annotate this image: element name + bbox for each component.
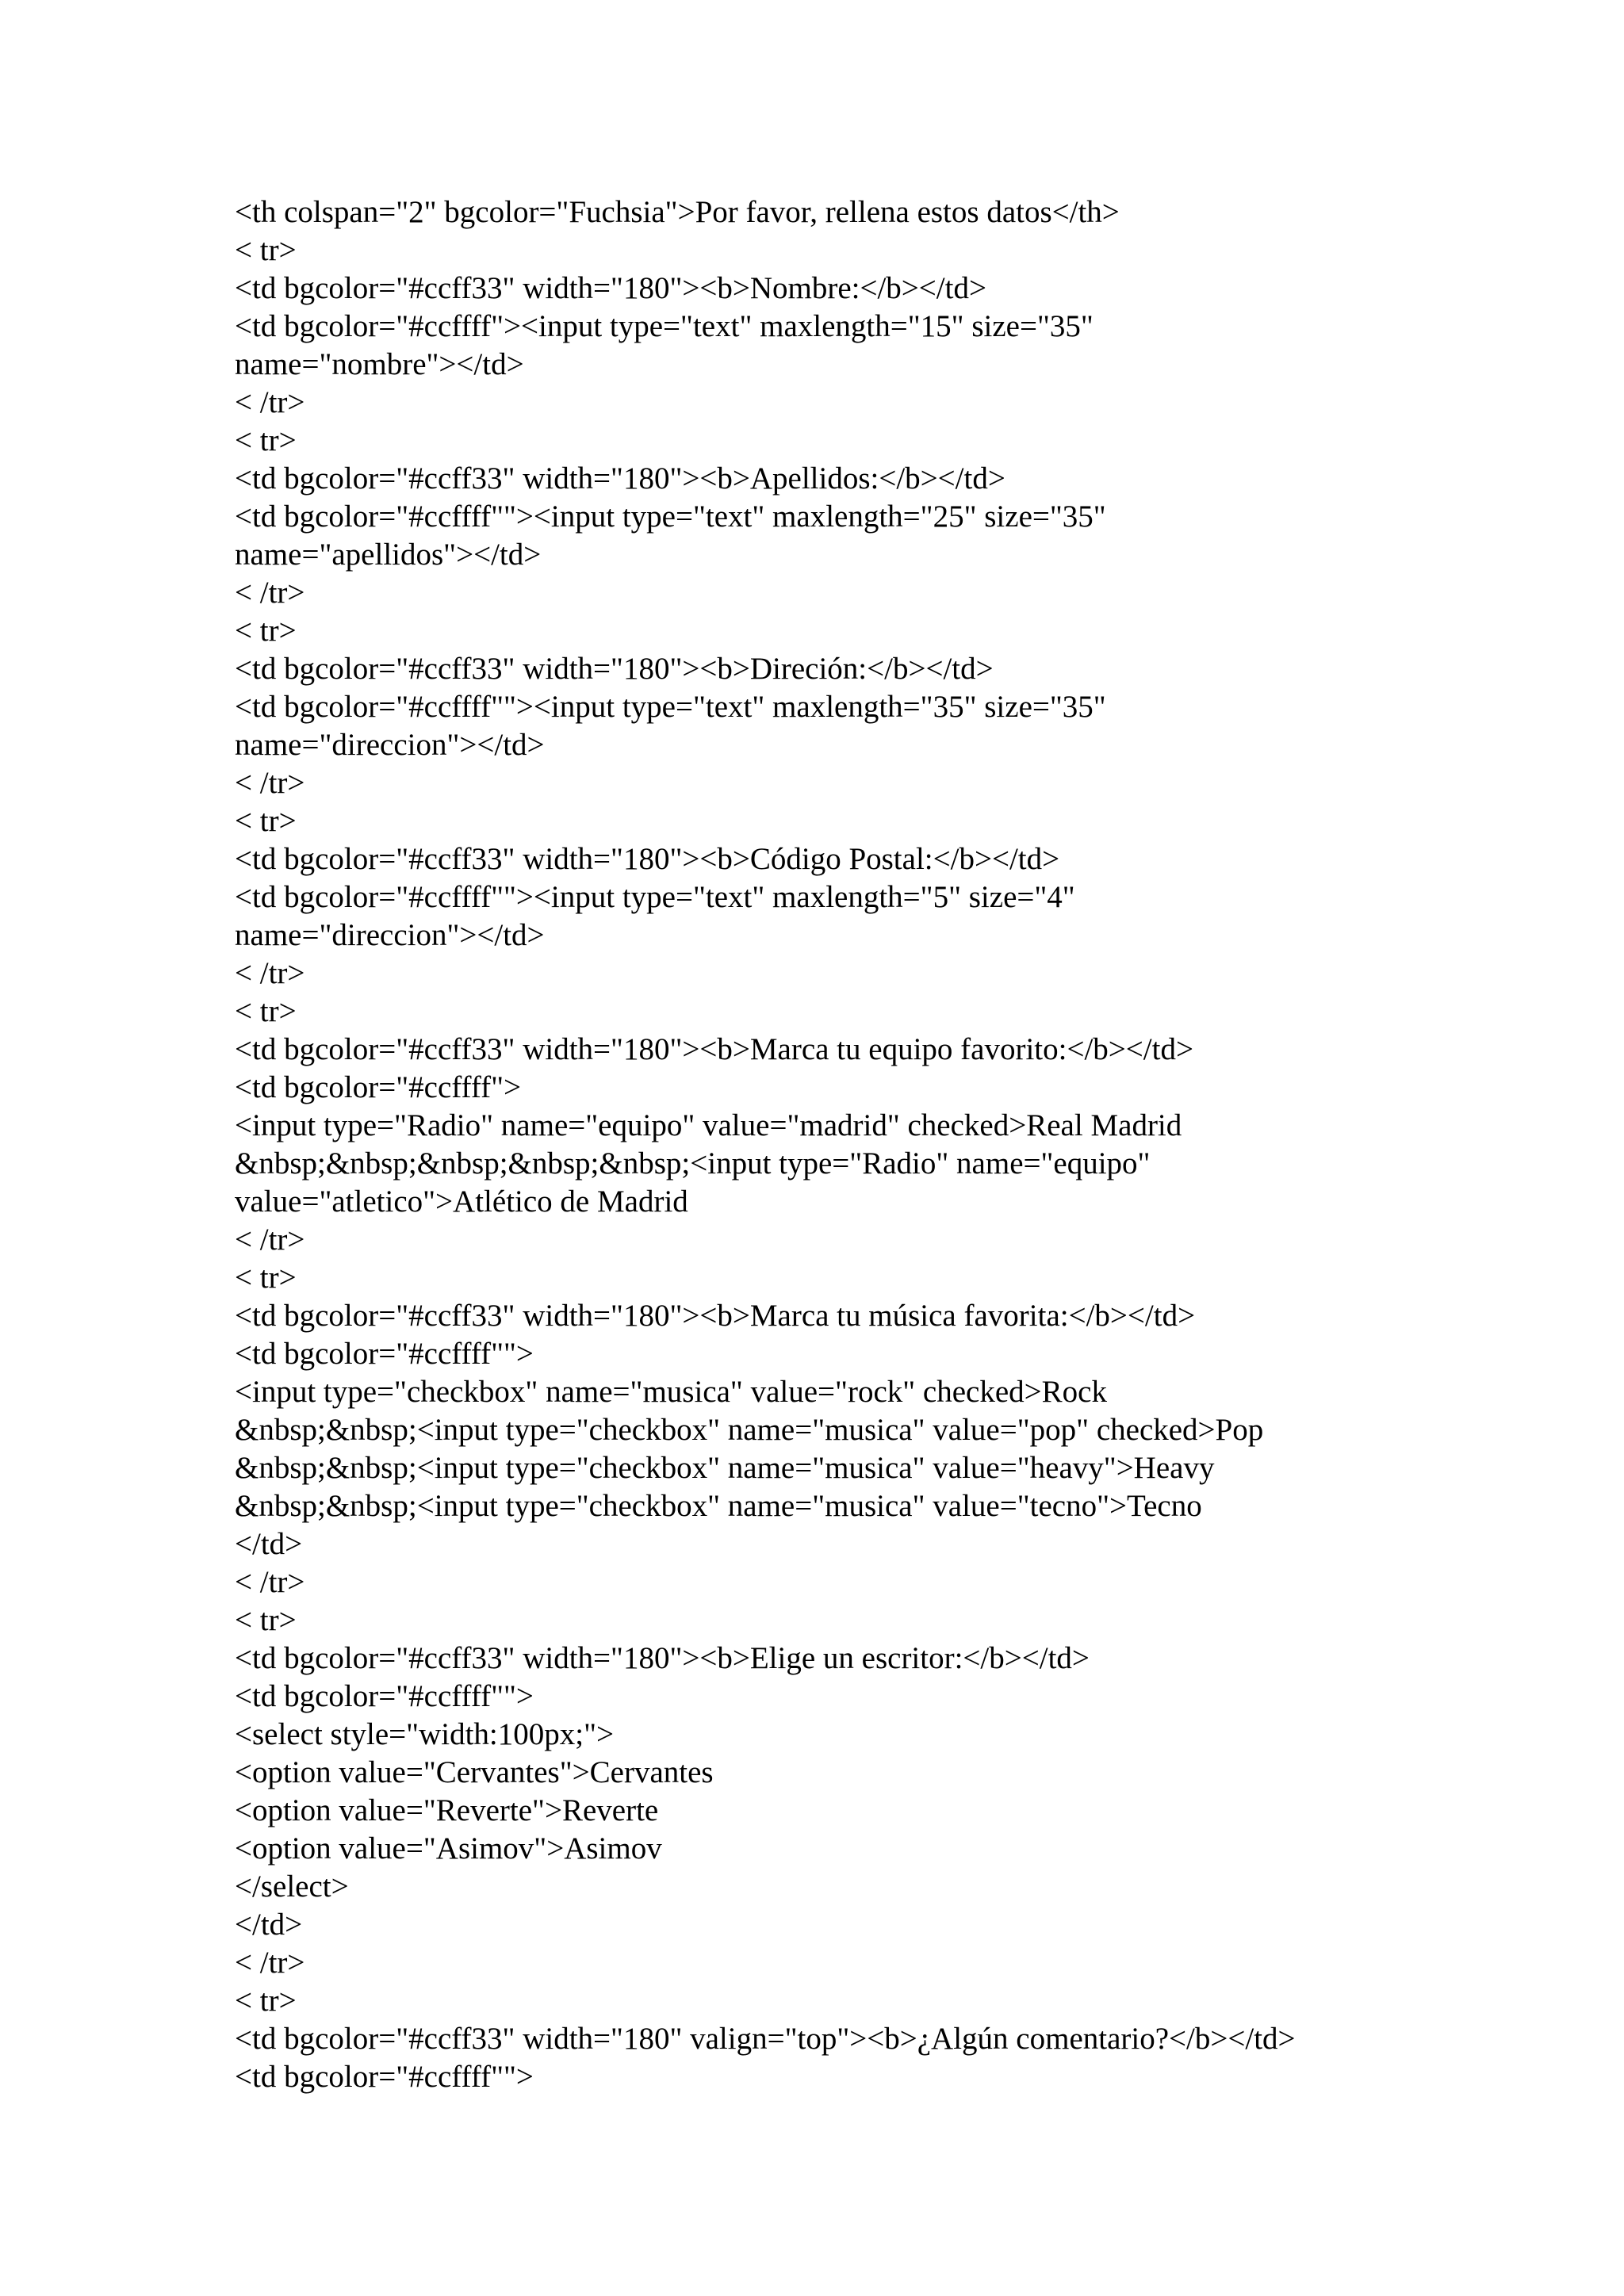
code-line-31: <td bgcolor="#ccffff""> — [235, 1337, 534, 1371]
code-line-19: <td bgcolor="#ccffff""><input type="text" maxlength="5" size="4" — [235, 880, 1075, 914]
code-line-17: < tr> — [235, 804, 297, 838]
code-line-18: <td bgcolor="#ccff33" width="180"><b>Código Postal:</b></td> — [235, 842, 1060, 876]
code-line-13: <td bgcolor="#ccff33" width="180"><b>Direción:</b></td> — [235, 652, 994, 686]
code-line-9: <td bgcolor="#ccffff""><input type="text" maxlength="25" size="35" — [235, 499, 1106, 534]
code-line-39: <td bgcolor="#ccff33" width="180"><b>Elige un escritor:</b></td> — [235, 1641, 1090, 1675]
code-line-37: < /tr> — [235, 1565, 305, 1599]
code-line-20: name="direccion"></td> — [235, 918, 545, 952]
code-line-48: < tr> — [235, 1984, 297, 2018]
code-line-21: < /tr> — [235, 956, 305, 990]
code-line-35: &nbsp;&nbsp;<input type="checkbox" name="musica" value="tecno">Tecno — [235, 1489, 1202, 1523]
code-line-38: < tr> — [235, 1603, 297, 1637]
code-line-3: <td bgcolor="#ccff33" width="180"><b>Nombre:</b></td> — [235, 271, 986, 305]
code-line-50: <td bgcolor="#ccffff""> — [235, 2060, 534, 2094]
code-line-36: </td> — [235, 1527, 303, 1561]
code-line-43: <option value="Reverte">Reverte — [235, 1793, 659, 1827]
code-line-1: <th colspan="2" bgcolor="Fuchsia">Por favor, rellena estos datos</th> — [235, 195, 1120, 229]
code-line-25: <input type="Radio" name="equipo" value="madrid" checked>Real Madrid — [235, 1108, 1182, 1142]
code-line-29: < tr> — [235, 1261, 297, 1295]
code-line-28: < /tr> — [235, 1223, 305, 1257]
code-line-49: <td bgcolor="#ccff33" width="180" valign="top"><b>¿Algún comentario?</b></td> — [235, 2022, 1296, 2056]
code-line-8: <td bgcolor="#ccff33" width="180"><b>Apellidos:</b></td> — [235, 461, 1005, 496]
code-line-22: < tr> — [235, 994, 297, 1028]
code-line-4: <td bgcolor="#ccffff"><input type="text" maxlength="15" size="35" — [235, 309, 1094, 343]
code-line-41: <select style="width:100px;"> — [235, 1717, 615, 1751]
code-line-11: < /tr> — [235, 576, 305, 610]
code-line-16: < /tr> — [235, 766, 305, 800]
code-line-14: <td bgcolor="#ccffff""><input type="text" maxlength="35" size="35" — [235, 690, 1106, 724]
code-line-15: name="direccion"></td> — [235, 728, 545, 762]
code-line-2: < tr> — [235, 233, 297, 267]
code-line-10: name="apellidos"></td> — [235, 538, 542, 572]
code-line-27: value="atletico">Atlético de Madrid — [235, 1184, 688, 1219]
code-line-24: <td bgcolor="#ccffff"> — [235, 1070, 521, 1104]
code-line-5: name="nombre"></td> — [235, 347, 524, 381]
code-line-45: </select> — [235, 1869, 349, 1904]
code-line-12: < tr> — [235, 614, 297, 648]
code-line-7: < tr> — [235, 423, 297, 457]
code-line-40: <td bgcolor="#ccffff""> — [235, 1679, 534, 1713]
code-line-34: &nbsp;&nbsp;<input type="checkbox" name="musica" value="heavy">Heavy — [235, 1451, 1215, 1485]
code-line-30: <td bgcolor="#ccff33" width="180"><b>Marca tu música favorita:</b></td> — [235, 1299, 1196, 1333]
code-line-42: <option value="Cervantes">Cervantes — [235, 1755, 714, 1789]
code-line-26: &nbsp;&nbsp;&nbsp;&nbsp;&nbsp;<input type="Radio" name="equipo" — [235, 1146, 1151, 1181]
code-listing — [235, 193, 1472, 2096]
code-line-32: <input type="checkbox" name="musica" value="rock" checked>Rock — [235, 1375, 1107, 1409]
code-line-46: </td> — [235, 1908, 303, 1942]
code-line-23: <td bgcolor="#ccff33" width="180"><b>Marca tu equipo favorito:</b></td> — [235, 1032, 1193, 1066]
code-line-47: < /tr> — [235, 1946, 305, 1980]
code-line-33: &nbsp;&nbsp;<input type="checkbox" name="musica" value="pop" checked>Pop — [235, 1413, 1264, 1447]
code-line-6: < /tr> — [235, 385, 305, 419]
code-line-44: <option value="Asimov">Asimov — [235, 1831, 662, 1866]
